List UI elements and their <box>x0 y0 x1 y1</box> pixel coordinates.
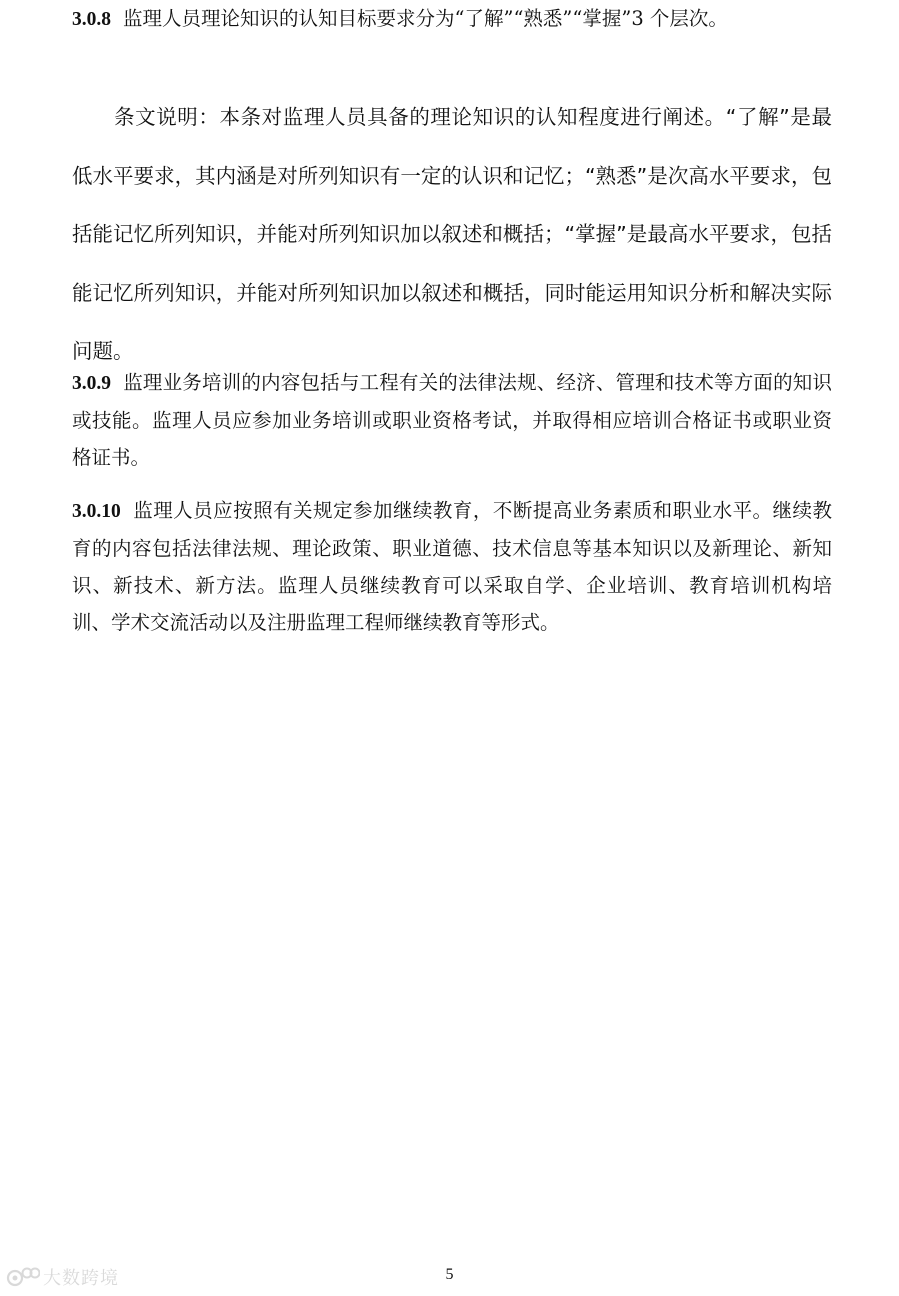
camera-icon <box>6 1264 40 1290</box>
clause-number: 3.0.10 <box>72 501 121 522</box>
clause-3-0-9 <box>72 364 832 476</box>
page-number: 5 <box>445 1266 454 1283</box>
clause-number: 3.0.9 <box>72 373 111 394</box>
watermark-text: 大数跨境 <box>43 1268 119 1289</box>
clause-3-0-8 <box>72 0 728 38</box>
clause-number: 3.0.8 <box>72 9 111 30</box>
clause-text: 监理业务培训的内容包括与工程有关的法律法规、经济、管理和技术等方面的知识或技能。监理人员应参加业务培训或职业资格考试，并取得相应培训合格证书或职业资格证书。 <box>72 371 832 469</box>
clause-text: 监理人员应按照有关规定参加继续教育，不断提高业务素质和职业水平。继续教育的内容包括法律法规、理论政策、职业道德、技术信息等基本知识以及新理论、新知识、新技术、新方法。监理人员继续教育可以采取自学、企业培训、教育培训机构培训、学术交流活动以及注册监理工程师继续教育等形式。 <box>72 499 832 634</box>
clause-explanation: 条文说明：本条对监理人员具备的理论知识的认知程度进行阐述。“了解”是最低水平要求，其内涵是对所列知识有一定的认识和记忆；“熟悉”是次高水平要求，包括能记忆所列知识，并能对所列知识加以叙述和概括；“掌握”是最高水平要求，包括能记忆所列知识，并能对所列知识加以叙述和概括，同时能运用知识分析和解决实际问题。 <box>72 105 832 363</box>
watermark <box>6 1262 119 1292</box>
clause-3-0-10 <box>72 492 832 641</box>
clause-text: 监理人员理论知识的认知目标要求分为“了解”“熟悉”“掌握”3 个层次。 <box>123 7 728 30</box>
